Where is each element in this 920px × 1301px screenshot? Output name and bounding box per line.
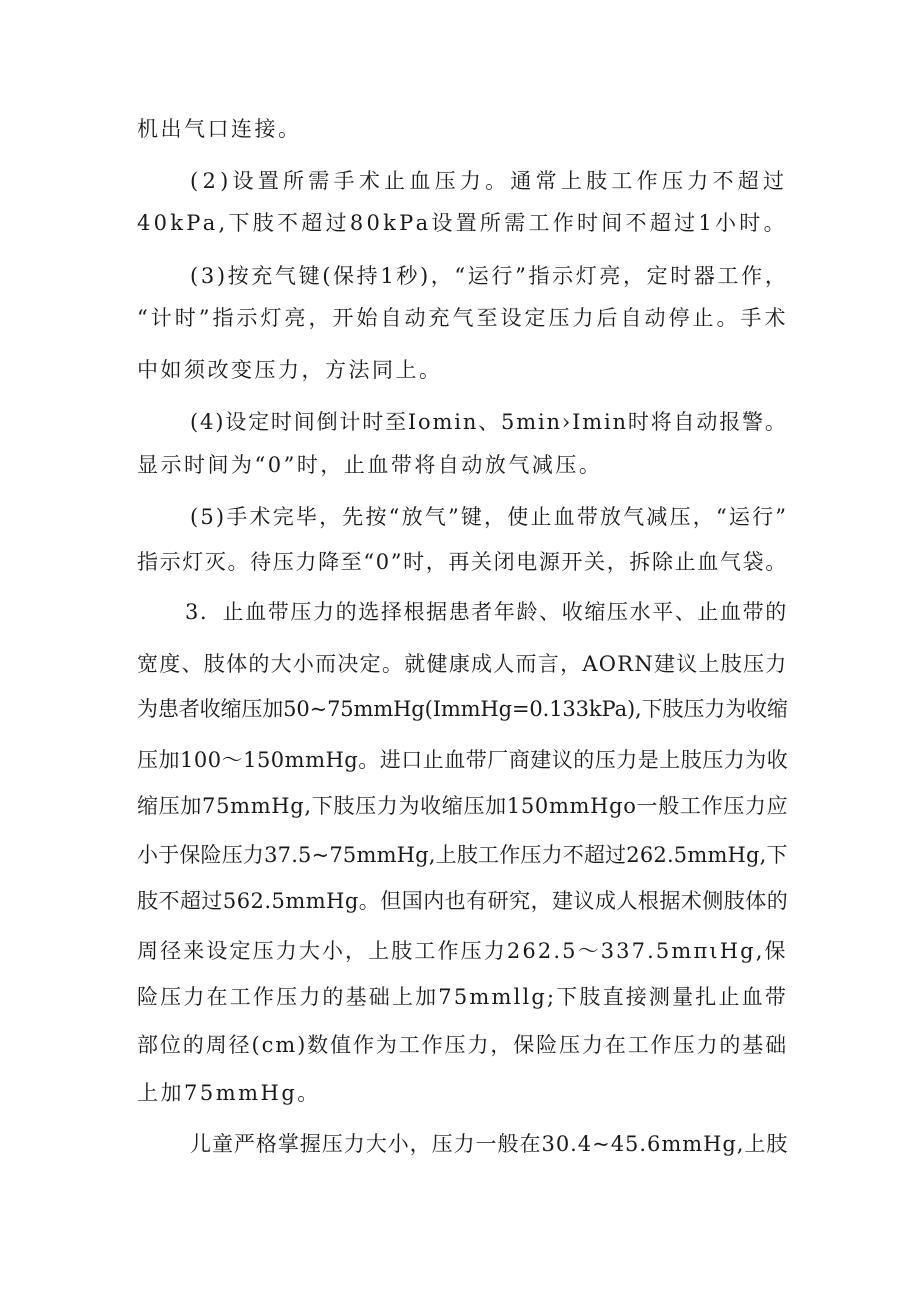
text-line-18: 周径来设定压力大小，上肢工作压力262.5～337.5mπιHg,保 [137, 939, 788, 963]
text-line-19: 险压力在工作压力的基础上加75mmllg;下肢直接测量扎止血带 [137, 985, 788, 1009]
text-line-1: 机出气口连接。 [137, 117, 302, 141]
text-line-22: 儿童严格掌握压力大小，压力一般在30.4~45.6mmHg,上肢 [190, 1132, 789, 1156]
text-line-13: 为患者收缩压加50~75mmHg(ImmHg=0.133kPa),下肢压力为收缩 [137, 697, 788, 721]
text-line-15: 缩压加75mmHg,下肢压力为收缩压加150mmHgo一般工作压力应 [137, 794, 789, 818]
text-line-6: 中如须改变压力，方法同上。 [137, 358, 443, 382]
text-line-14: 压加100～150mmHg。进口止血带厂商建议的压力是上肢压力为收 [137, 748, 789, 772]
text-line-8: 显示时间为“0”时，止血带将自动放气减压。 [137, 453, 603, 477]
text-line-9: (5)手术完毕，先按“放气”键，使止血带放气减压，“运行” [190, 505, 789, 529]
text-line-2: (2)设置所需手术止血压力。通常上肢工作压力不超过 [190, 169, 789, 193]
text-line-7: (4)设定时间倒计时至Iomin、5min›Imin时将自动报警。 [190, 410, 788, 434]
text-line-16: 小于保险压力37.5~75mmHg,上肢工作压力不超过262.5mmHg,下 [137, 843, 788, 867]
text-line-17: 肢不超过562.5mmHg。但国内也有研究，建议成人根据术侧肢体的 [137, 889, 789, 913]
text-line-21: 上加75mmHg。 [137, 1081, 321, 1105]
text-line-4: (3)按充气键(保持1秒)，“运行”指示灯亮，定时器工作， [190, 264, 789, 288]
text-line-12: 宽度、肢体的大小而决定。就健康成人而言，AORN建议上肢压力 [137, 652, 788, 676]
text-line-20: 部位的周径(cm)数值作为工作压力，保险压力在工作压力的基础 [137, 1033, 789, 1057]
text-line-11: 3．止血带压力的选择根据患者年龄、收缩压水平、止血带的 [185, 600, 788, 624]
text-line-5: “计时”指示灯亮，开始自动充气至设定压力后自动停止。手术 [137, 306, 789, 330]
text-line-10: 指示灯灭。待压力降至“0”时，再关闭电源开关，拆除止血气袋。 [137, 550, 788, 574]
text-line-3: 40kPa,下肢不超过80kPa设置所需工作时间不超过1小时。 [137, 211, 788, 235]
